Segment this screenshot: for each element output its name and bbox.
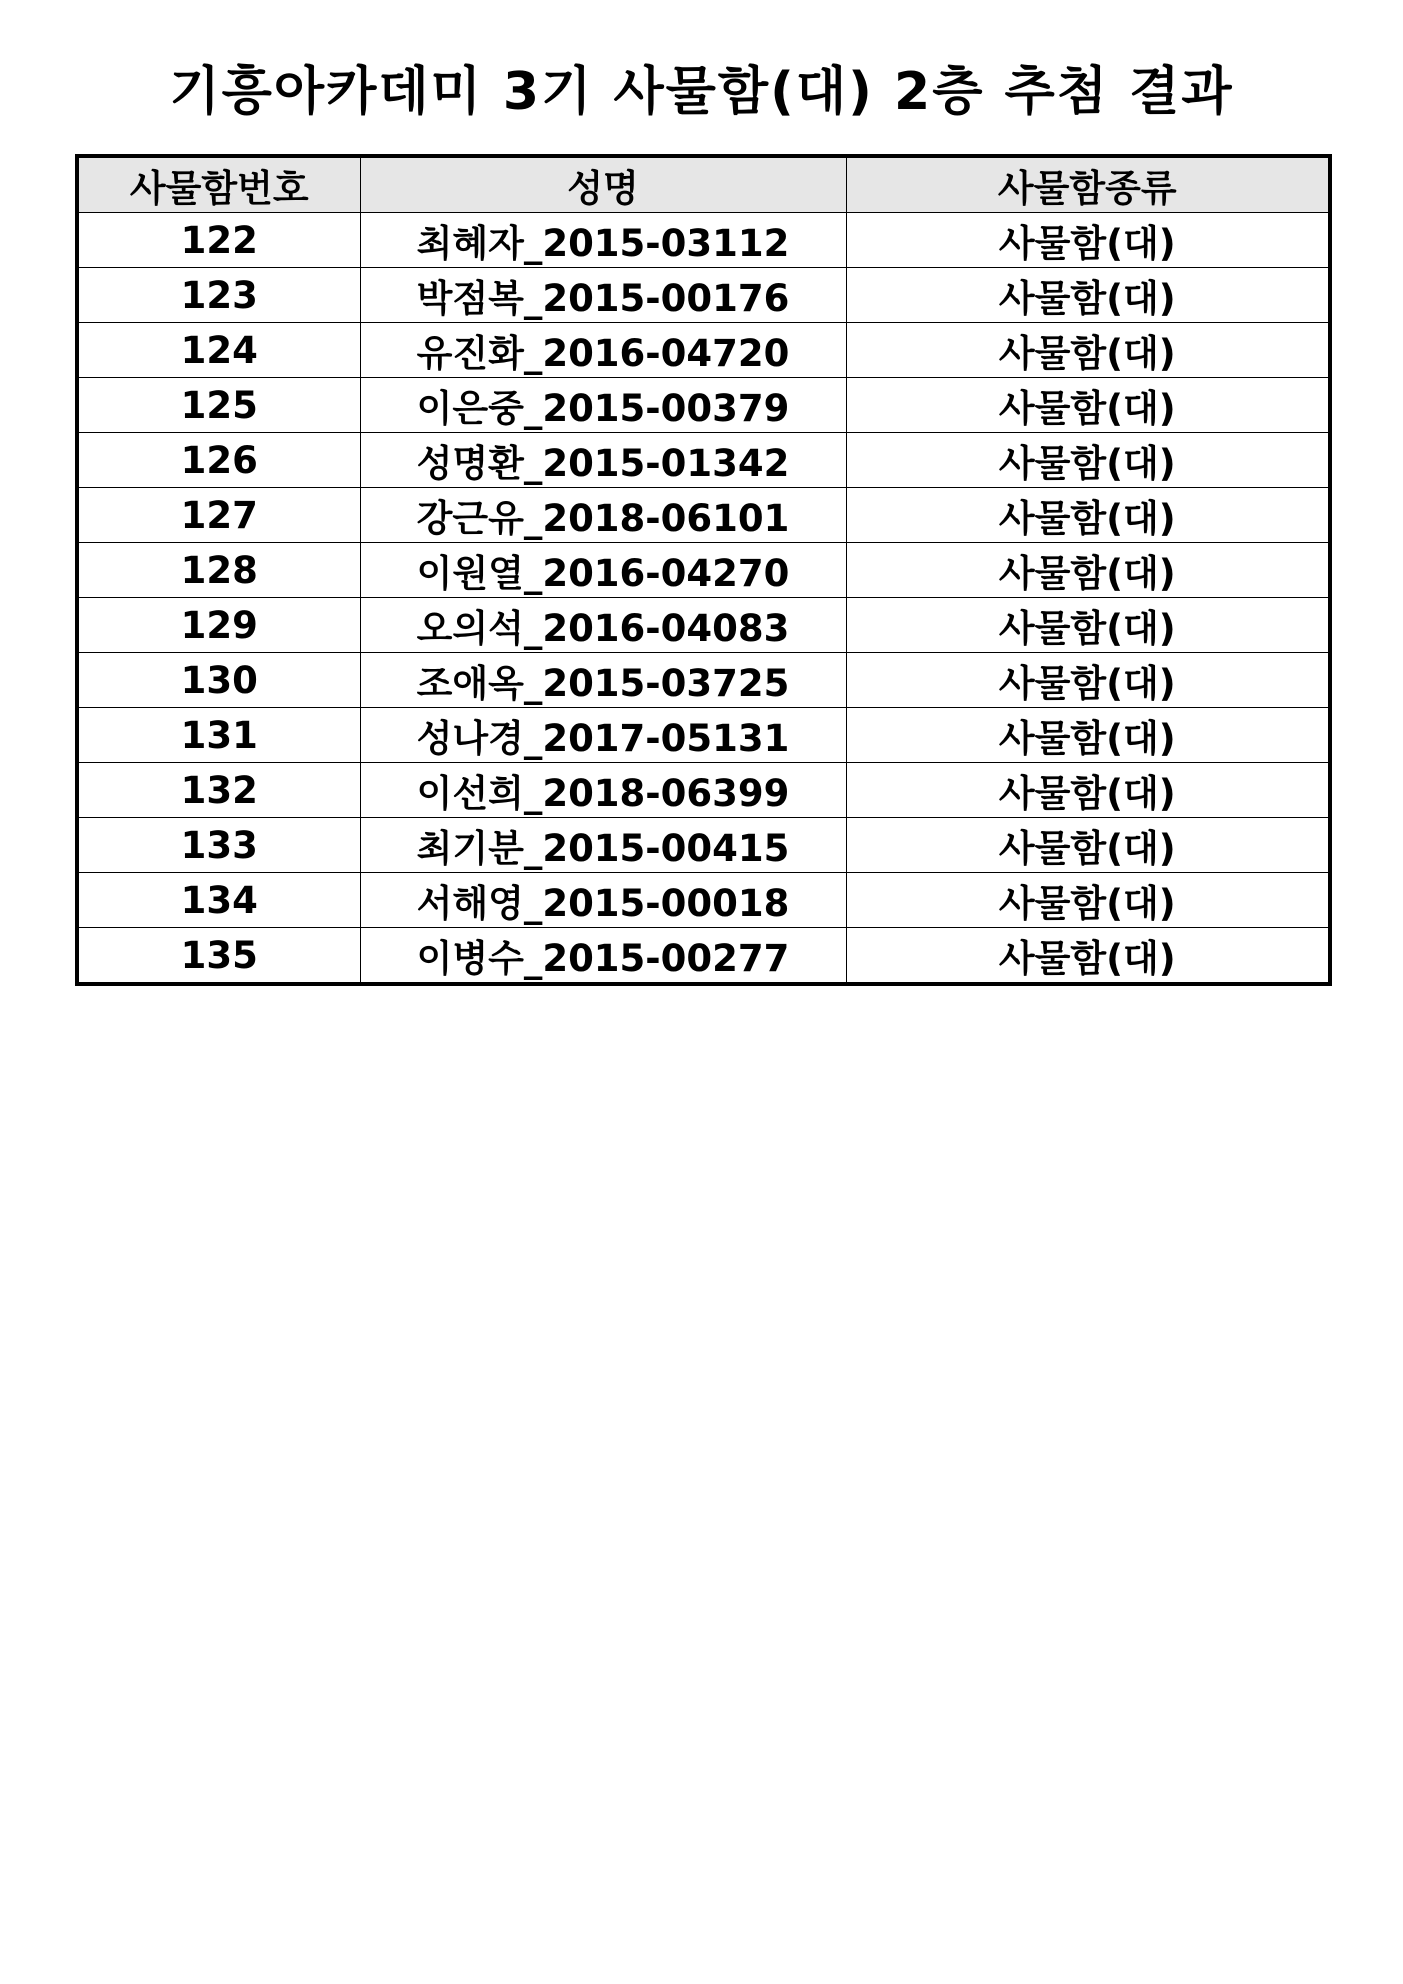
cell-name: 서해영_2015-00018 [360, 873, 846, 928]
cell-locker-number: 135 [77, 928, 360, 985]
table-row [77, 763, 1330, 818]
locker-assignment-table [75, 154, 1332, 986]
table-row [77, 708, 1330, 763]
table-row [77, 268, 1330, 323]
cell-name: 박점복_2015-00176 [360, 268, 846, 323]
cell-name: 강근유_2018-06101 [360, 488, 846, 543]
header-locker-number: 사물함번호 [77, 156, 360, 213]
cell-locker-number: 132 [77, 763, 360, 818]
table-row [77, 873, 1330, 928]
cell-name: 조애옥_2015-03725 [360, 653, 846, 708]
cell-name: 오의석_2016-04083 [360, 598, 846, 653]
page-title: 기흥아카데미 3기 사물함(대) 2층 추첨 결과 [169, 62, 1234, 122]
cell-name: 성명환_2015-01342 [360, 433, 846, 488]
cell-name: 이선희_2018-06399 [360, 763, 846, 818]
cell-locker-type: 사물함(대) [846, 213, 1330, 268]
cell-locker-type: 사물함(대) [846, 268, 1330, 323]
table-row [77, 598, 1330, 653]
header-name: 성명 [360, 156, 846, 213]
table-row [77, 818, 1330, 873]
cell-locker-type: 사물함(대) [846, 928, 1330, 985]
cell-locker-number: 129 [77, 598, 360, 653]
cell-name: 최혜자_2015-03112 [360, 213, 846, 268]
cell-locker-type: 사물함(대) [846, 763, 1330, 818]
cell-name: 이원열_2016-04270 [360, 543, 846, 598]
table-row [77, 213, 1330, 268]
cell-locker-type: 사물함(대) [846, 708, 1330, 763]
cell-locker-number: 124 [77, 323, 360, 378]
cell-locker-number: 125 [77, 378, 360, 433]
cell-locker-number: 122 [77, 213, 360, 268]
cell-locker-type: 사물함(대) [846, 598, 1330, 653]
cell-name: 성나경_2017-05131 [360, 708, 846, 763]
cell-locker-number: 127 [77, 488, 360, 543]
cell-name: 유진화_2016-04720 [360, 323, 846, 378]
cell-locker-type: 사물함(대) [846, 488, 1330, 543]
cell-locker-type: 사물함(대) [846, 818, 1330, 873]
cell-locker-number: 130 [77, 653, 360, 708]
cell-locker-number: 123 [77, 268, 360, 323]
cell-locker-type: 사물함(대) [846, 433, 1330, 488]
cell-locker-type: 사물함(대) [846, 653, 1330, 708]
table-row [77, 653, 1330, 708]
table-row [77, 543, 1330, 598]
cell-name: 이은중_2015-00379 [360, 378, 846, 433]
header-locker-type: 사물함종류 [846, 156, 1330, 213]
cell-locker-type: 사물함(대) [846, 873, 1330, 928]
table-header-row [77, 156, 1330, 213]
cell-locker-type: 사물함(대) [846, 323, 1330, 378]
table-row [77, 433, 1330, 488]
cell-locker-number: 128 [77, 543, 360, 598]
table-row [77, 378, 1330, 433]
table-row [77, 488, 1330, 543]
table-row [77, 928, 1330, 985]
cell-locker-number: 133 [77, 818, 360, 873]
cell-locker-type: 사물함(대) [846, 378, 1330, 433]
cell-name: 이병수_2015-00277 [360, 928, 846, 985]
cell-name: 최기분_2015-00415 [360, 818, 846, 873]
cell-locker-number: 131 [77, 708, 360, 763]
table-row [77, 323, 1330, 378]
cell-locker-type: 사물함(대) [846, 543, 1330, 598]
cell-locker-number: 126 [77, 433, 360, 488]
cell-locker-number: 134 [77, 873, 360, 928]
